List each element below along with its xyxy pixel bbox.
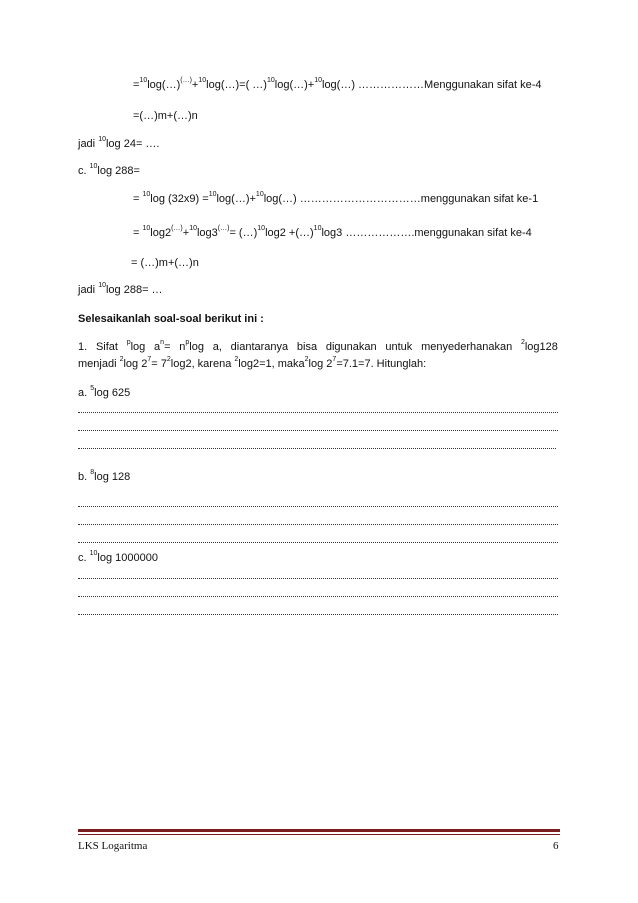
exercise-paragraph-line-1: 1. Sifat $^p$log $a^n=$ $n^p\log$ a, diantaranya bisa digunakan untuk menyederhanakan $^2$log128 [78,339,558,353]
answer-line-a-3[interactable] [78,438,556,449]
conclusion-24: jadi $^{10}$log 24= …. [78,136,160,150]
footer-title: LKS Logaritma [78,840,148,852]
question-c-log288: c. $^{10}$log 288= [78,163,140,177]
answer-line-c-3[interactable] [78,604,558,615]
formula-line-5: = $^{10}$log (32x9) =$^{10}$log(…)+$^{10}$log(…) ……………………………menggunakan sifat ke-1 [133,191,539,205]
page-number: 6 [553,840,559,852]
question-a-label: a. $^5$log 625 [78,385,131,399]
formula-line-6: = $^{10}$log2(…)+$^{10}$log3(…)= (…)$^{10}$log2 +(…)$^{10}$log3 ……………….menggunakan sifat ke-4 [133,225,532,239]
answer-line-c-1[interactable] [78,568,558,579]
answer-line-a-1[interactable] [78,402,558,413]
answer-line-b-2[interactable] [78,514,558,525]
answer-line-b-3[interactable] [78,532,558,543]
answer-line-c-2[interactable] [78,586,558,597]
question-c-label: c. $^{10}$log 1000000 [78,550,158,564]
exercise-heading: Selesaikanlah soal-soal berikut ini : [78,313,264,325]
formula-line-1: =$^{10}$log(…)(…)+$^{10}$log(…)=( …)$^{10}$log(…)+$^{10}$log(…) ………………Menggunakan sifat ke-4 [133,77,542,91]
formula-line-7: = (…)m+(…)n [131,257,199,269]
answer-line-a-2[interactable] [78,420,558,431]
question-b-label: b. $^8$log 128 [78,469,131,483]
formula-line-2: =(…)m+(…)n [133,110,198,122]
footer-rule-thick [78,829,560,832]
conclusion-288: jadi $^{10}$log 288= … [78,282,163,296]
footer-rule-thin [78,834,560,835]
exercise-paragraph-line-2: menjadi $^2$log $2^7= 7^2\log 2$, karena $^2$log2=1, maka$^2$log $2^7=7.1=7$. Hitunglah: [78,356,427,370]
answer-line-b-1[interactable] [78,496,558,507]
